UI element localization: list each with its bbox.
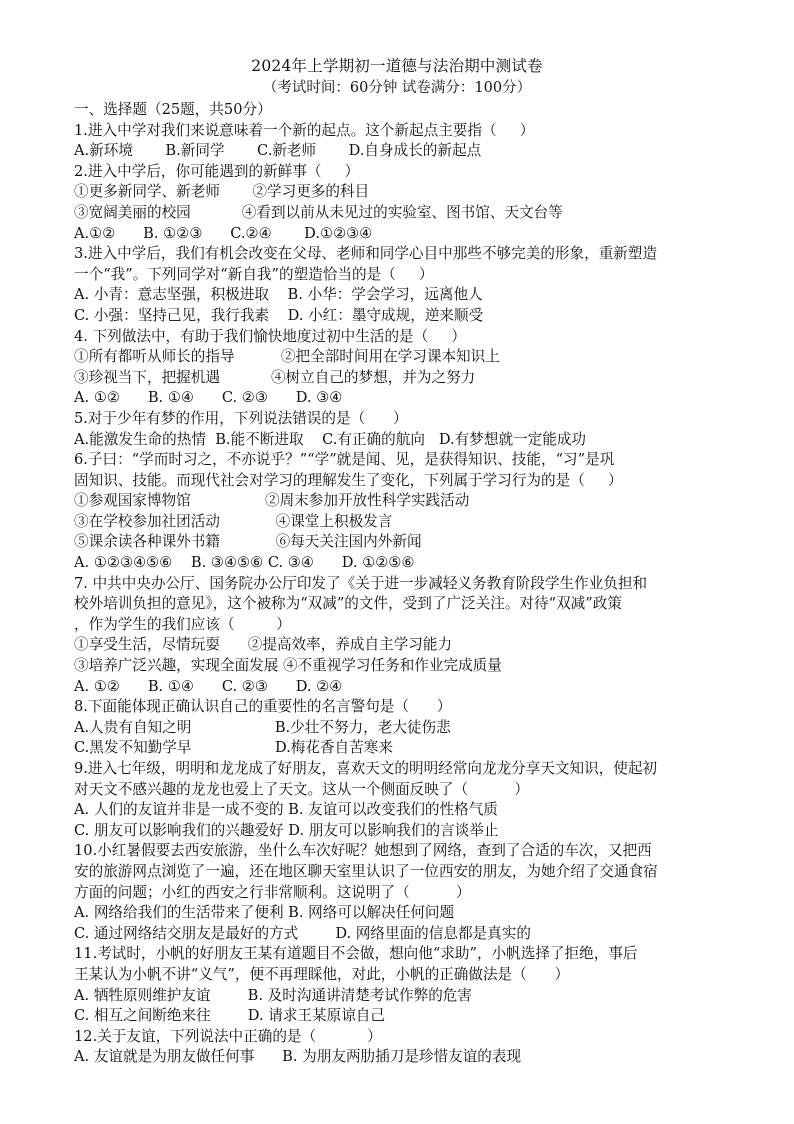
text-line: ③珍视当下，把握机遇 ④树立自己的梦想，并为之努力 <box>74 368 476 386</box>
text-line: 王某认为小帆不讲“义气”，便不再理睬他，对此，小帆的正确做法是（ ） <box>74 965 570 983</box>
text-line: 11.考试时，小帆的好朋友王某有道题目不会做，想向他“求助”，小帆选择了拒绝，事后 <box>74 945 638 963</box>
text-line: ，作为学生的我们应该（ ） <box>74 615 291 633</box>
text-line: 8.下面能体现正确认识自己的重要性的名言警句是（ ） <box>74 698 452 716</box>
text-line: 3.进入中学后，我们有机会改变在父母、老师和同学心目中那些不够完美的形象，重新塑造 <box>74 245 658 263</box>
text-line: ③在学校参加社团活动 ④课堂上积极发言 <box>74 512 393 530</box>
text-line: A. 网络给我们的生活带来了便利 B. 网络可以解决任何问题 <box>74 904 455 922</box>
text-line: C. 小强：坚持己见，我行我素 D. 小红：墨守成规，逆来顺受 <box>74 306 484 324</box>
text-line: A. ①② B. ①④ C. ②③ D. ②④ <box>74 677 343 695</box>
text-line: 固知识、技能。而现代社会对学习的理解发生了变化，下列属于学习行为的是（ ） <box>74 471 623 489</box>
text-line: ③宽阔美丽的校园 ④看到以前从未见过的实验室、图书馆、天文台等 <box>74 203 563 221</box>
text-line: C. 相互之间断绝来往 D. 请求王某原谅自己 <box>74 1007 385 1025</box>
text-line: A.能激发生命的热情 B.能不断进取 C.有正确的航向 D.有梦想就一定能成功 <box>74 430 587 448</box>
text-line: 1.进入中学对我们来说意味着一个新的起点。这个新起点主要指（ ） <box>74 121 535 139</box>
text-line: C.黑发不知勤学早 D.梅花香自苦寒来 <box>74 739 393 757</box>
text-line: A. 人们的友谊并非是一成不变的 B. 友谊可以改变我们的性格气质 <box>74 801 498 819</box>
text-line: 7. 中共中央办公厅、国务院办公厅印发了《关于进一步减轻义务教育阶段学生作业负担和 <box>74 574 648 592</box>
text-line: A. 牺牲原则维护友谊 B. 及时沟通讲清楚考试作弊的危害 <box>74 986 472 1004</box>
text-line: ③培养广泛兴趣，实现全面发展 ④不重视学习任务和作业完成质量 <box>74 657 502 675</box>
text-line: A.人贵有自知之明 B.少壮不努力，老大徒伤悲 <box>74 718 451 736</box>
text-line: ⑤课余读各种课外书籍 ⑥每天关注国内外新闻 <box>74 533 422 551</box>
text-line: 10.小红暑假要去西安旅游，坐什么车次好呢？她想到了网络，查到了合适的车次，又把西 <box>74 842 652 860</box>
text-line: A. 小青：意志坚强，积极进取 B. 小华：学会学习，远离他人 <box>74 286 483 304</box>
text-line: C. 通过网络结交朋友是最好的方式 D. 网络里面的信息都是真实的 <box>74 924 531 942</box>
text-line: A. ①②③④⑤⑥ B. ③④⑤⑥ C. ③④ D. ①②⑤⑥ <box>74 554 415 572</box>
text-line: 安的旅游网点浏览了一遍，还在地区聊天室里认识了一位西安的朋友，为她介绍了交通食宿 <box>74 862 658 880</box>
text-line: 6.子曰：“学而时习之，不亦说乎？”“学”就是闻、见，是获得知识、技能，“习”是巩 <box>74 451 615 469</box>
text-line: 2.进入中学后，你可能遇到的新鲜事（ ） <box>74 162 360 180</box>
text-line: 一个“我”。下列同学对“新自我”的塑造恰当的是（ ） <box>74 265 434 283</box>
text-line: 12.关于友谊，下列说法中正确的是（ ） <box>74 1027 382 1045</box>
text-line: A. 友谊就是为朋友做任何事 B. 为朋友两肋插刀是珍惜友谊的表现 <box>74 1048 522 1066</box>
text-line: C. 朋友可以影响我们的兴趣爱好 D. 朋友可以影响我们的言谈举止 <box>74 821 499 839</box>
text-line: A.①② B. ①②③ C.②④ D.①②③④ <box>74 224 373 242</box>
text-line: A.新环境 B.新同学 C.新老师 D.自身成长的新起点 <box>74 142 482 160</box>
exam-subtitle: （考试时间：60分钟 试卷满分：100分） <box>262 80 532 96</box>
exam-content <box>74 100 734 1068</box>
text-line: A. ①② B. ①④ C. ②③ D. ③④ <box>74 389 343 407</box>
text-line: 4. 下列做法中，有助于我们愉快地度过初中生活的是（ ） <box>74 327 467 345</box>
text-line: 校外培训负担的意见》，这个被称为“双减”的文件，受到了广泛关注。对待“双减”政策 <box>74 595 622 613</box>
text-line: 9.进入七年级，明明和龙龙成了好朋友，喜欢天文的明明经常向龙龙分享天文知识，使起初 <box>74 760 658 777</box>
text-line: 一、选择题（25题，共50分） <box>74 101 272 118</box>
text-line: ①更多新同学、新老师 ②学习更多的科目 <box>74 183 370 201</box>
text-line: 方面的问题；小红的西安之行非常顺利。这说明了（ ） <box>74 883 471 901</box>
text-line: ①参观国家博物馆 ②周末参加开放性科学实践活动 <box>74 492 470 510</box>
text-line: 对天文不感兴趣的龙龙也爱上了天文。这从一个侧面反映了（ ） <box>74 780 530 798</box>
text-line: 5.对于少年有梦的作用，下列说法错误的是（ ） <box>74 409 408 427</box>
text-line: ①享受生活，尽情玩耍 ②提高效率，养成自主学习能力 <box>74 636 453 654</box>
exam-title: 2024年上学期初一道德与法治期中测试卷 <box>251 57 543 75</box>
text-line: ①所有都听从师长的指导 ②把全部时间用在学习课本知识上 <box>74 348 500 366</box>
